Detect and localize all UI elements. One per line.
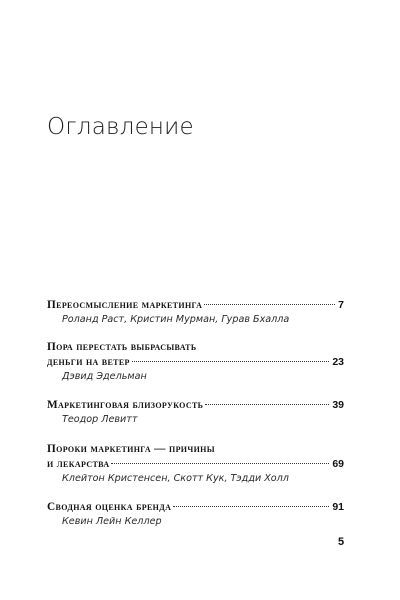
toc-entry[interactable] xyxy=(47,298,344,326)
toc-entry[interactable] xyxy=(47,340,344,383)
toc-entry-title-continued: деньги на ветер xyxy=(47,356,130,368)
toc-entry-authors: Теодор Левитт xyxy=(62,414,138,425)
toc-entry-page: 23 xyxy=(332,356,344,368)
toc-entry-title: Пороки маркетинга — причины xyxy=(47,443,215,455)
toc-entry[interactable] xyxy=(47,442,344,485)
dot-leader xyxy=(173,506,329,507)
toc-entry-page: 91 xyxy=(332,501,344,513)
dot-leader xyxy=(132,361,330,362)
toc-entry-authors: Кевин Лейн Келлер xyxy=(62,516,162,527)
toc-entry-title: Маркетинговая близорукость xyxy=(47,399,204,411)
dot-leader xyxy=(205,404,329,405)
page-title: Оглавление xyxy=(47,114,194,140)
toc-entry-authors: Роланд Раст, Кристин Мурман, Гурав Бхалла xyxy=(62,314,290,325)
toc-entry-authors: Клейтон Кристенсен, Скотт Кук, Тэдди Холл xyxy=(62,473,289,484)
toc-entry-page: 7 xyxy=(338,299,344,311)
page-number: 5 xyxy=(338,536,345,548)
toc-entry-title: Переосмысление маркетинга xyxy=(47,299,203,311)
dot-leader xyxy=(111,463,329,464)
toc-entry-page: 39 xyxy=(332,399,344,411)
toc-entry[interactable] xyxy=(47,500,344,528)
toc-entry-title: Пора перестать выбрасывать xyxy=(47,341,197,353)
table-of-contents xyxy=(47,298,344,528)
toc-entry[interactable] xyxy=(47,398,344,426)
toc-entry-title-continued: и лекарства xyxy=(47,458,110,470)
toc-entry-title: Сводная оценка бренда xyxy=(47,501,172,513)
toc-entry-authors: Дэвид Эдельман xyxy=(62,371,147,382)
toc-entry-page: 69 xyxy=(332,458,344,470)
dot-leader xyxy=(204,304,335,305)
